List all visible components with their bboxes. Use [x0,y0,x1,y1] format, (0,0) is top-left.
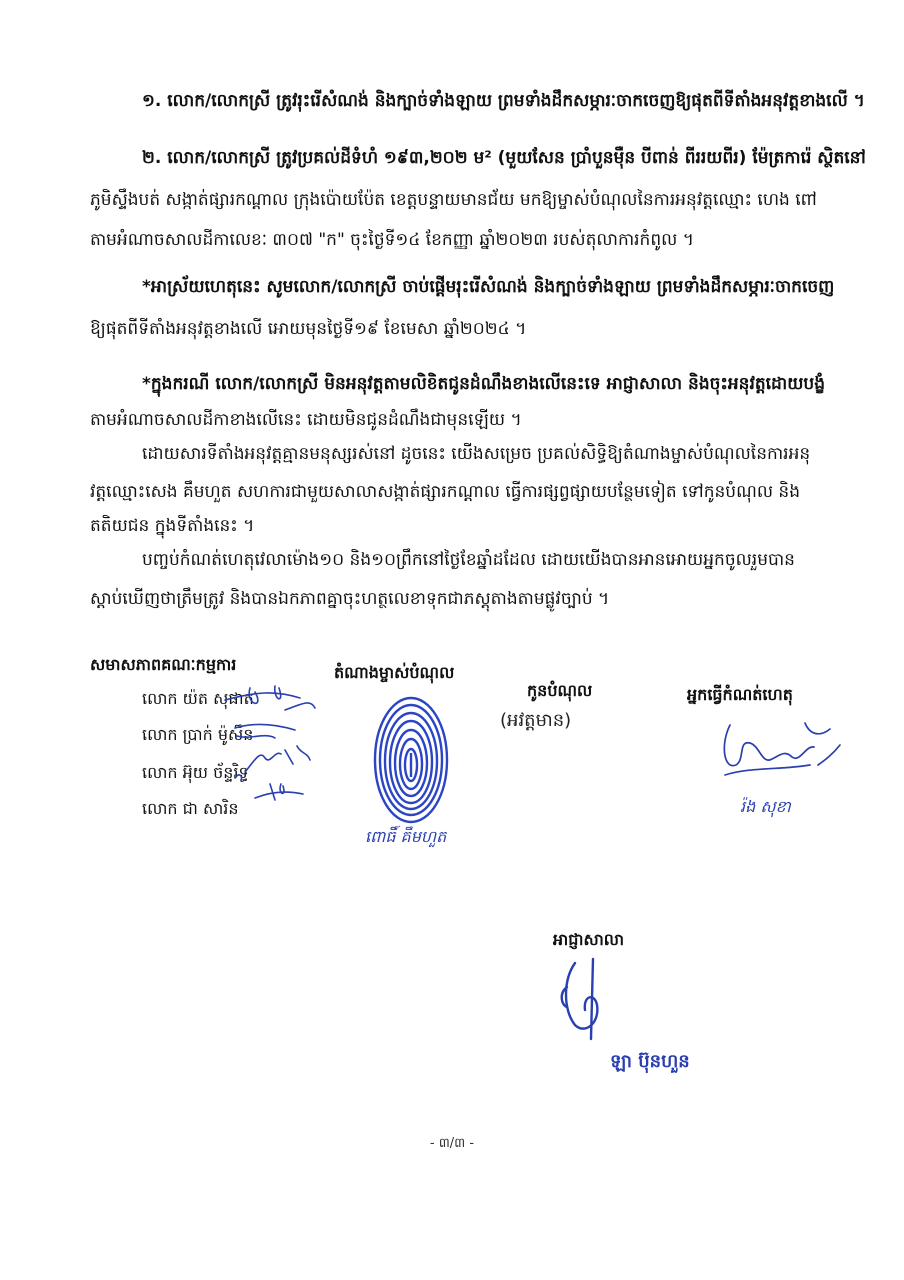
debtor-absent-note: (អវត្តមាន) [500,710,572,731]
fingerprint-icon [372,695,450,825]
paragraph-2-line-2: ភូមិស្ទឹងបត់ សង្កាត់ផ្សារកណ្តាល ក្រុងប៉ោយប៉ែត ខេត្តបន្ទាយមានជ័យ មកឱ្យម្ចាស់បំណុលនៃការអនុវត្តឈ្មោះ ហេង ពៅ [90,190,817,210]
paragraph-2-line-1: ២. លោក/លោកស្រី ត្រូវប្រគល់ដីទំហំ ១៩៣,២០២ ម² (មួយសែន ប្រាំបួនម៉ឺន បីពាន់ ពីររយពីរ) ម៉ែត្រការ៉េ ស្ថិតនៅ [142,148,866,168]
recorder-name: រ៉ង សុខា [740,797,791,816]
paragraph-3-line-2: ឱ្យផុតពីទីតាំងអនុវត្តខាងលើ អោយមុនថ្ងៃទី១៩ ខែមេសា ឆ្នាំ២០២៤ ។ [90,319,527,339]
recorder-title: អ្នកធ្វើកំណត់ហេតុ [687,685,793,704]
paragraph-2-line-3: តាមអំណាចសាលដីកាលេខៈ ៣០៧ "ក" ចុះថ្ងៃទី១៤ ខែកញ្ញា ឆ្នាំ២០២៣ របស់តុលាការកំពូល ។ [90,230,694,250]
paragraph-5-line-3: តតិយជន ក្នុងទីតាំងនេះ ។ [90,516,255,536]
bailiff-name: ឡា ប៊ុនហួន [610,1051,690,1072]
creditor-rep-title: តំណាងម្ចាស់បំណុល [334,663,455,682]
committee-member-3: លោក អ៊ុយ ច័ន្ទរិទ្ធ [142,763,249,782]
page-number: - ៣/៣ - [429,1136,475,1151]
paragraph-6-line-2: ស្តាប់ឃើញថាត្រឹមត្រូវ និងបានឯកភាពគ្នាចុះហត្ថលេខាទុកជាភស្តុតាងតាមផ្លូវច្បាប់ ។ [90,589,610,609]
bailiff-title: អាជ្ញាសាលា [553,930,625,949]
paragraph-6-line-1: បញ្ចប់កំណត់ហេតុវេលាម៉ោង១០ និង១០ព្រឹកនៅថ្ងៃខែឆ្នាំដដែល ដោយយើងបានអានអោយអ្នកចូលរួមបាន [142,550,795,570]
debtor-title: កូនបំណុល [527,681,593,700]
paragraph-4-line-2: តាមអំណាចសាលដីកាខាងលើនេះ ដោយមិនជូនដំណឹងជាមុនឡើយ ។ [90,410,522,430]
paragraph-1: ១. លោក/លោកស្រី ត្រូវរុះរើសំណង់ និងក្បាច់ទាំងឡាយ ព្រមទាំងដឹកសម្ភារៈចាកចេញឱ្យផុតពីទីតាំងអនុវត្តខាងលើ ។ [142,91,865,111]
creditor-rep-name: ពោធិ៍ គឹមហួត [365,827,447,846]
committee-member-2: លោក ប្រាក់ ម៉ូសឹន [142,725,254,744]
paragraph-5-line-1: ដោយសារទីតាំងអនុវត្តគ្មានមនុស្សរស់នៅ ដូចនេះ យើងសម្រេច ប្រគល់សិទ្ធិឱ្យតំណាងម្ចាស់បំណុលនៃការអនុ [142,444,811,464]
bailiff-signature [545,955,635,1045]
paragraph-5-line-2: វត្តឈ្មោះសេង គឹមហួត សហការជាមួយសាលាសង្កាត់ផ្សារកណ្តាល ធ្វើការផ្សព្វផ្សាយបន្ថែមទៀត ទៅកូនបំណុល និង [90,482,801,502]
committee-title: សមាសភាពគណៈកម្មការ [90,655,237,674]
committee-signatures [215,680,335,810]
recorder-signature [710,715,850,795]
committee-member-4: លោក ជា សារិន [142,799,239,818]
paragraph-4-line-1: *ក្នុងករណី លោក/លោកស្រី មិនអនុវត្តតាមលិខិតជូនដំណឹងខាងលើនេះទេ អាជ្ញាសាលា និងចុះអនុវត្តដោយបង្ខំ [142,374,825,394]
paragraph-3-line-1: *អាស្រ័យហេតុនេះ សូមលោក/លោកស្រី ចាប់ផ្តើមរុះរើសំណង់ និងក្បាច់ទាំងឡាយ ព្រមទាំងដឹកសម្ភារៈចាកចេញ [142,277,835,297]
committee-member-1: លោក យ៉ត សុផាត [142,689,254,708]
